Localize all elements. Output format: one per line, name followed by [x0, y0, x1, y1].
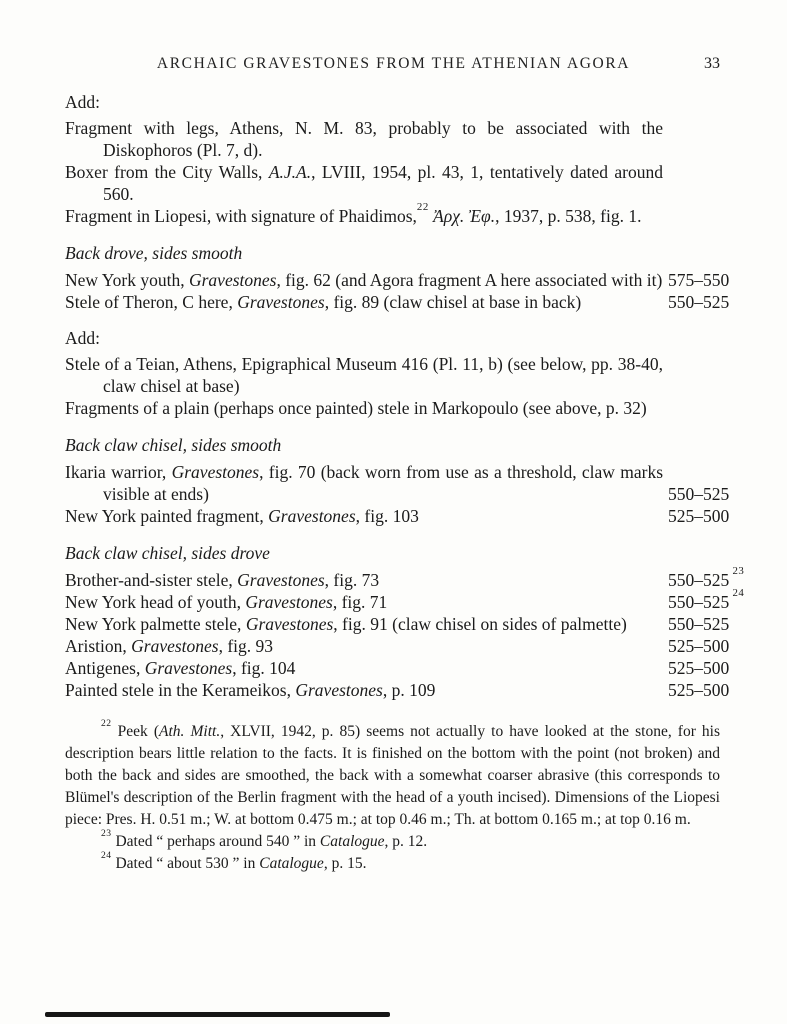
date-range: 550–525: [668, 592, 730, 612]
footnote-ref: 24: [729, 587, 745, 600]
entry-date: [663, 657, 729, 679]
list-label: Add:: [65, 92, 100, 112]
catalogue-entry: [65, 505, 730, 527]
text-run: Fragments of a plain (perhaps once painted) stele in Markopoulo (see above, p. 32): [65, 398, 647, 418]
text-run: Fragment in Liopesi, with signature of Phaidimos,: [65, 206, 417, 226]
italic-text: Gravestones: [245, 614, 334, 634]
entry-text: [65, 591, 663, 613]
date-range: 525–500: [668, 658, 730, 678]
catalogue-entry: [65, 397, 690, 419]
text-run: , fig. 62 (and Agora fragment A here associated with it): [276, 270, 663, 290]
text-run: Dated “ about 530 ” in: [111, 855, 260, 872]
text-run: New York painted fragment,: [65, 506, 269, 526]
text-run: Stele of Theron, C here,: [65, 292, 238, 312]
italic-text: Catalogue: [259, 855, 324, 872]
text-run: , fig. 70 (back worn from use as a threshold, claw marks visible at ends): [103, 462, 664, 504]
list-label: Add:: [65, 328, 100, 348]
catalogue-entry: [65, 635, 730, 657]
italic-text: Gravestones: [144, 658, 233, 678]
text-run: Peek (: [111, 723, 160, 740]
italic-text: Gravestones: [131, 636, 219, 656]
catalogue-entry: [65, 291, 730, 313]
catalogue-entry: [65, 353, 690, 397]
text-run: Dated “ perhaps around 540 ” in: [111, 833, 320, 850]
text-run: , fig. 93: [218, 636, 274, 656]
entry-text: [65, 461, 663, 505]
footnotes-block: [65, 717, 721, 875]
text-run: , p. 15.: [323, 855, 367, 872]
entry-text: [65, 161, 663, 205]
date-range: 550–525: [668, 570, 730, 590]
italic-text: Gravestones: [245, 592, 333, 612]
italic-text: Ἀρχ. Ἐφ.: [433, 206, 496, 226]
entry-date: [663, 269, 729, 291]
catalogue-entry: [65, 565, 745, 591]
italic-text: Gravestones: [237, 570, 325, 590]
text-run: , fig. 89 (claw chisel at base in back): [324, 292, 582, 312]
catalogue-entry: [65, 201, 690, 227]
text-run: New York head of youth,: [65, 592, 246, 612]
italic-text: Gravestones: [295, 680, 383, 700]
italic-text: Gravestones: [171, 462, 260, 482]
catalogue-entry: [65, 161, 690, 205]
entry-text: [65, 201, 663, 227]
entry-date: [663, 505, 729, 527]
text-run: , LVIII, 1954, pl. 43, 1, tentatively dated around 560.: [103, 162, 663, 204]
italic-text: Catalogue: [319, 833, 385, 850]
text-run: , XLVII, 1942, p. 85) seems not actually to have looked at the stone, for his description bears little relation to the facts. It is finished on the bottom with the point (not broken) and both the back and sides are smoothed, the back with a somewhat coarser abrasive (this corresponds to Blümel's description of the Berlin fragment with the head of a youth incised). Dimensions of the Liopesi piece: Pres. H. 0.51 m.; W. at bottom 0.475 m.; at top 0.46 m.; Th. at bottom 0.165 m.; at top 0.16 m.: [65, 723, 721, 828]
entry-text: [65, 291, 663, 313]
entry-text: [65, 269, 663, 291]
catalogue-entry: [65, 269, 730, 291]
footnote: [65, 849, 720, 875]
running-title: ARCHAIC GRAVESTONES FROM THE ATHENIAN AGORA: [156, 55, 631, 72]
date-range: 550–525: [668, 614, 730, 634]
date-range: 525–500: [668, 636, 730, 656]
catalogue-list: [65, 91, 745, 701]
section-heading: Back drove, sides smooth: [65, 243, 243, 263]
catalogue-entry: [65, 657, 730, 679]
section-heading: Back claw chisel, sides smooth: [65, 435, 282, 455]
date-range: 525–500: [668, 680, 730, 700]
entry-text: [65, 117, 663, 161]
text-run: New York youth,: [65, 270, 189, 290]
entry-date: [663, 483, 729, 505]
text-run: , fig. 91 (claw chisel on sides of palmette): [333, 614, 627, 634]
footnote-ref: 22: [416, 201, 429, 214]
text-run: New York palmette stele,: [65, 614, 246, 634]
scan-artifact: [45, 1012, 390, 1017]
text-run: Boxer from the City Walls,: [65, 162, 269, 182]
text-run: Fragment with legs, Athens, N. M. 83, probably to be associated with the Diskophoros (Pl. 7, d).: [65, 118, 663, 160]
catalogue-entry: [65, 461, 730, 505]
date-range: 550–525: [668, 484, 730, 504]
entry-text: [65, 657, 663, 679]
catalogue-entry: [65, 587, 745, 613]
entry-date: [663, 587, 745, 613]
footnote-ref: 23: [101, 827, 112, 839]
italic-text: Gravestones: [237, 292, 325, 312]
page-number: 33: [704, 55, 720, 72]
catalogue-entry: [65, 613, 730, 635]
italic-text: Gravestones: [268, 506, 356, 526]
text-run: Antigenes,: [65, 658, 145, 678]
footnote: [65, 827, 720, 853]
text-run: Aristion,: [65, 636, 132, 656]
text-run: Brother-and-sister stele,: [65, 570, 238, 590]
section-heading: Back claw chisel, sides drove: [65, 543, 270, 563]
entry-text: [65, 679, 663, 701]
footnote: [65, 717, 721, 831]
entry-text: [65, 569, 663, 591]
entry-text: [65, 397, 663, 419]
text-run: , p. 109: [382, 680, 436, 700]
entry-date: [663, 291, 729, 313]
entry-text: [65, 353, 663, 397]
entry-text: [65, 613, 663, 635]
italic-text: Ath. Mitt.: [159, 723, 221, 740]
catalogue-entry: [65, 117, 690, 161]
text-run: , fig. 103: [355, 506, 419, 526]
text-run: , fig. 73: [324, 570, 380, 590]
date-range: 550–525: [668, 292, 730, 312]
page-header: [0, 55, 787, 77]
text-run: Painted stele in the Kerameikos,: [65, 680, 296, 700]
text-run: Stele of a Teian, Athens, Epigraphical Museum 416 (Pl. 11, b) (see below, pp. 38-40, claw chisel at base): [65, 354, 663, 396]
footnote-ref: 22: [101, 717, 112, 729]
entry-date: [663, 679, 729, 701]
italic-text: Gravestones: [188, 270, 277, 290]
catalogue-entry: [65, 679, 730, 701]
date-range: 575–550: [668, 270, 730, 290]
text-run: , p. 12.: [384, 833, 428, 850]
entry-text: [65, 505, 663, 527]
entry-date: [663, 613, 729, 635]
footnote-ref: 23: [729, 565, 745, 578]
entry-date: [663, 635, 729, 657]
italic-text: A.J.A.: [268, 162, 312, 182]
text-run: Ikaria warrior,: [65, 462, 172, 482]
footnote-ref: 24: [101, 849, 112, 861]
text-run: , fig. 71: [332, 592, 388, 612]
text-run: , fig. 104: [232, 658, 296, 678]
date-range: 525–500: [668, 506, 730, 526]
text-run: , 1937, p. 538, fig. 1.: [495, 206, 642, 226]
entry-text: [65, 635, 663, 657]
